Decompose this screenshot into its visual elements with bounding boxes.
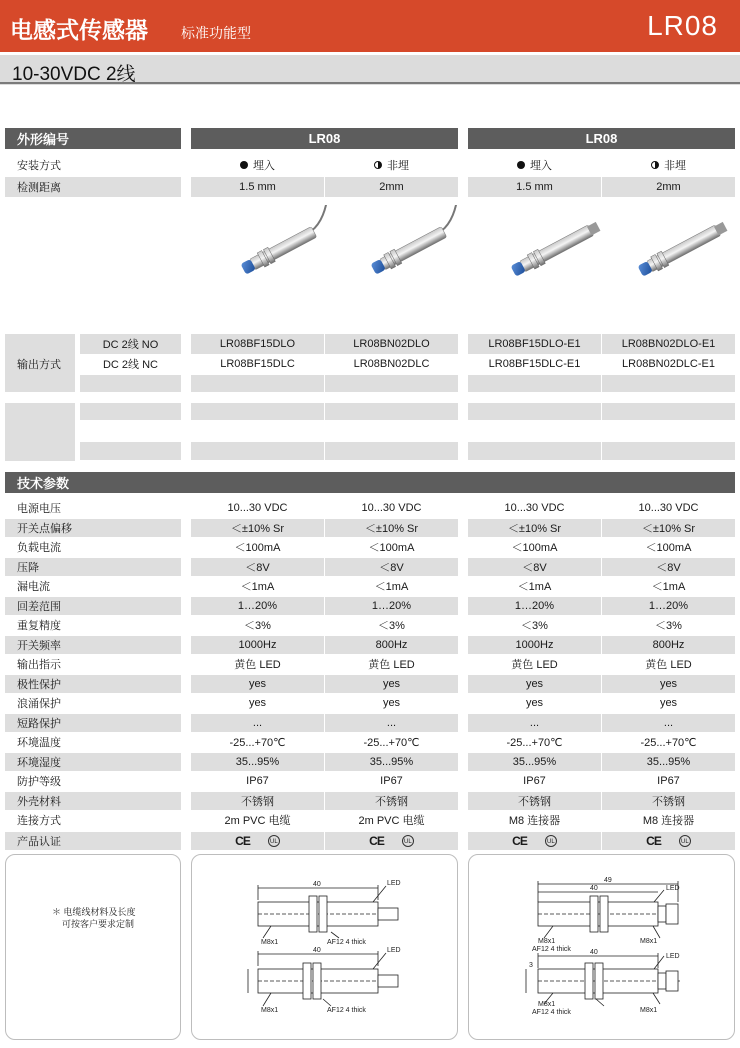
tech-row-value: ＜±10% Sr — [325, 519, 458, 537]
tech-row-value: ＜8V — [191, 558, 324, 576]
install-cell-4: 非埋 — [602, 155, 735, 175]
cert-cell-1 — [191, 832, 324, 850]
tech-row-value: ＜1mA — [517, 581, 552, 593]
tech-row-value: yes — [659, 697, 678, 709]
tech-row-value: ... — [602, 714, 735, 732]
conn-af-top: AF12 4 thick — [532, 946, 571, 953]
install-cell-3: 埋入 — [468, 155, 601, 175]
conn-af-bottom: AF12 4 thick — [532, 1009, 571, 1016]
model-nc-1: LR08BF15DLC — [220, 358, 295, 370]
output-empty-1 — [191, 375, 324, 392]
flush-icon — [240, 161, 248, 169]
tech-row-value: 黄色 LED — [234, 659, 281, 671]
ul-mark-icon: UL — [402, 835, 414, 847]
tech-row-value: 1…20% — [602, 597, 735, 615]
tech-row-value: 不锈钢 — [468, 792, 601, 810]
tech-row-value: IP67 — [380, 775, 403, 787]
tech-row-value: IP67 — [523, 775, 546, 787]
page-subtitle: 标准功能型 — [181, 25, 251, 41]
cable-thread-bottom: M8x1 — [261, 1007, 279, 1014]
cable-dimension-drawing — [191, 854, 458, 1040]
distance-label: 检测距离 — [5, 177, 181, 197]
cable-af-bottom: AF12 4 thick — [327, 1007, 366, 1014]
ul-mark-icon: UL — [545, 835, 557, 847]
cable-thread-top: M8x1 — [261, 939, 279, 946]
conn-dim-len-top: 40 — [590, 885, 598, 892]
tech-row-value: 不锈钢 — [191, 792, 324, 810]
empty-row-b-1 — [191, 442, 324, 460]
cable-led-top: LED — [387, 880, 401, 887]
tech-row-value: -25...+70℃ — [229, 736, 286, 749]
tech-row-value: ＜±10% Sr — [191, 519, 324, 537]
ce-mark-icon: CE — [369, 834, 384, 848]
tech-row-label: 输出指示 — [17, 659, 61, 671]
tech-row-value: ＜1mA — [651, 581, 686, 593]
tech-row-label: 外壳材料 — [5, 792, 181, 810]
tech-row-value: -25...+70℃ — [640, 736, 697, 749]
tech-row-value: ... — [191, 714, 324, 732]
empty-row-a-2 — [325, 403, 458, 420]
tech-row-value: 2m PVC 电缆 — [358, 815, 425, 827]
note-line-1: ＊ 电缆线材料及长度 — [52, 907, 136, 917]
tech-row-value: ＜1mA — [374, 581, 409, 593]
tech-row-value: 黄色 LED — [511, 659, 558, 671]
tech-row-value: 35...95% — [325, 753, 458, 771]
nonflush-icon — [651, 161, 659, 169]
cert-cell-4 — [602, 832, 735, 850]
tech-row-value: 800Hz — [602, 636, 735, 654]
tech-row-label: 压降 — [5, 558, 181, 576]
output-empty-2 — [325, 375, 458, 392]
tech-row-value: yes — [602, 675, 735, 693]
tech-row-label: 开关频率 — [5, 636, 181, 654]
ce-mark-icon: CE — [235, 834, 250, 848]
tech-row-value: ... — [325, 714, 458, 732]
tech-row-value: ＜100mA — [368, 542, 415, 554]
nonflush-icon — [374, 161, 382, 169]
tech-row-value: ＜8V — [602, 558, 735, 576]
tech-row-label: 浪涌保护 — [17, 698, 61, 710]
cable-led-bottom: LED — [387, 947, 401, 954]
install-label: 安装方式 — [17, 160, 61, 172]
output-empty — [80, 375, 181, 392]
tech-row-value: ＜±10% Sr — [602, 519, 735, 537]
tech-row-value: ＜100mA — [234, 542, 281, 554]
tech-row-label: 回差范围 — [5, 597, 181, 615]
tech-row-value: ＜3% — [655, 620, 682, 632]
sensor-image-4 — [637, 219, 729, 278]
cable-af-top: AF12 4 thick — [327, 939, 366, 946]
tech-row-value: 1…20% — [325, 597, 458, 615]
tech-row-value: 10...30 VDC — [504, 502, 565, 514]
model-no-4: LR08BN02DLO-E1 — [602, 334, 735, 354]
ce-mark-icon: CE — [646, 834, 661, 848]
model-nc-3: LR08BF15DLC-E1 — [488, 358, 581, 370]
model-nc-2: LR08BN02DLC — [353, 358, 430, 370]
connector-dimension-drawing — [468, 854, 735, 1040]
tech-row-value: IP67 — [657, 775, 680, 787]
tech-row-value: ＜±10% Sr — [468, 519, 601, 537]
cert-cell-2 — [325, 832, 458, 850]
flush-icon — [517, 161, 525, 169]
tech-row-value: 1000Hz — [191, 636, 324, 654]
install-cell-2: 非埋 — [325, 155, 458, 175]
tech-row-label: 重复精度 — [17, 620, 61, 632]
cert-label: 产品认证 — [5, 832, 181, 850]
empty-row-a-3 — [468, 403, 601, 420]
tech-row-value: 1…20% — [468, 597, 601, 615]
ul-mark-icon: UL — [679, 835, 691, 847]
tech-row-label: 连接方式 — [17, 815, 61, 827]
tech-row-value: yes — [525, 697, 544, 709]
tech-row-label: 漏电流 — [17, 581, 50, 593]
tech-row-value: ... — [468, 714, 601, 732]
tech-row-value: 10...30 VDC — [227, 502, 288, 514]
tech-row-value: 35...95% — [602, 753, 735, 771]
conn-thread-bottom-right: M8x1 — [640, 1007, 658, 1014]
tech-row-value: 35...95% — [191, 753, 324, 771]
group-header-1: LR08 — [191, 128, 458, 149]
tech-row-label: 负载电流 — [17, 542, 61, 554]
tech-row-value: -25...+70℃ — [506, 736, 563, 749]
conn-dim-total-top: 49 — [604, 877, 612, 884]
empty-row-b-4 — [602, 442, 735, 460]
conn-thread-top-right: M8x1 — [640, 938, 658, 945]
empty-row-b-3 — [468, 442, 601, 460]
model-no-2: LR08BN02DLO — [325, 334, 458, 354]
voltage-label: 10-30VDC 2线 — [12, 64, 136, 85]
tech-row-value: ＜3% — [244, 620, 271, 632]
model-no-1: LR08BF15DLO — [191, 334, 324, 354]
tech-row-label: 极性保护 — [5, 675, 181, 693]
tech-section-header: 技术参数 — [5, 472, 735, 493]
empty-row-b-2 — [325, 442, 458, 460]
tech-row-value: 不锈钢 — [325, 792, 458, 810]
model-title: LR08 — [647, 10, 718, 41]
conn-dim-len-bottom: 40 — [590, 949, 598, 956]
tech-row-value: ＜3% — [521, 620, 548, 632]
section-shape-header: 外形编号 — [5, 128, 181, 149]
conn-thread-top-left: M8x1 — [538, 938, 556, 945]
tech-row-value: ＜100mA — [511, 542, 558, 554]
tech-row-value: ＜3% — [378, 620, 405, 632]
empty-row-a-4 — [602, 403, 735, 420]
output-type-nc: DC 2线 NC — [102, 359, 158, 371]
note-box — [5, 854, 181, 1040]
sensor-image-2 — [359, 205, 476, 276]
install-cell-1: 埋入 — [191, 155, 324, 175]
model-no-3: LR08BF15DLO-E1 — [468, 334, 601, 354]
tech-row-value: yes — [325, 675, 458, 693]
tech-row-label: 环境湿度 — [5, 753, 181, 771]
sensor-images — [191, 205, 735, 325]
cable-dim-len-bottom: 40 — [313, 947, 321, 954]
distance-cell-4: 2mm — [602, 177, 735, 197]
tech-row-value: yes — [382, 697, 401, 709]
tech-row-value: 1000Hz — [468, 636, 601, 654]
conn-thread-bottom-left: M8x1 — [538, 1001, 556, 1008]
tech-row-label: 防护等级 — [17, 776, 61, 788]
tech-row-label: 环境温度 — [17, 737, 61, 749]
sensor-image-1 — [229, 205, 346, 276]
tech-row-value: ＜100mA — [645, 542, 692, 554]
tech-row-value: 1…20% — [191, 597, 324, 615]
output-type-no: DC 2线 NO — [80, 334, 181, 354]
tech-row-label: 短路保护 — [5, 714, 181, 732]
tech-row-label: 开关点偏移 — [5, 519, 181, 537]
tech-row-value: yes — [191, 675, 324, 693]
tech-row-label: 电源电压 — [17, 503, 61, 515]
output-empty-3 — [468, 375, 601, 392]
model-nc-4: LR08BN02DLC-E1 — [622, 358, 715, 370]
tech-row-value: ＜1mA — [240, 581, 275, 593]
note-line-2: 可按客户要求定制 — [62, 919, 135, 929]
cert-cell-3 — [468, 832, 601, 850]
tech-row-value: yes — [468, 675, 601, 693]
tech-row-value: M8 连接器 — [508, 815, 561, 827]
distance-cell-1: 1.5 mm — [191, 177, 324, 197]
tech-row-value: 2m PVC 电缆 — [224, 815, 291, 827]
empty-row-b — [80, 442, 181, 460]
empty-row-a-1 — [191, 403, 324, 420]
ul-mark-icon: UL — [268, 835, 280, 847]
conn-dim3: 3 — [529, 962, 533, 969]
tech-row-value: 10...30 VDC — [638, 502, 699, 514]
tech-row-value: 800Hz — [325, 636, 458, 654]
distance-cell-3: 1.5 mm — [468, 177, 601, 197]
tech-row-value: 35...95% — [468, 753, 601, 771]
tech-row-value: 10...30 VDC — [361, 502, 422, 514]
tech-row-value: yes — [248, 697, 267, 709]
ce-mark-icon: CE — [512, 834, 527, 848]
output-label: 输出方式 — [17, 359, 61, 371]
tech-row-value: 不锈钢 — [602, 792, 735, 810]
sensor-image-3 — [510, 219, 602, 278]
tech-row-value: ＜8V — [325, 558, 458, 576]
conn-led-bottom: LED — [666, 953, 680, 960]
group-header-2: LR08 — [468, 128, 735, 149]
cable-dim-len-top: 40 — [313, 881, 321, 888]
empty-row-a — [80, 403, 181, 420]
output-empty-4 — [602, 375, 735, 392]
tech-row-value: ＜8V — [468, 558, 601, 576]
page-title: 电感式传感器 — [10, 17, 148, 43]
empty-label-block — [5, 403, 75, 461]
tech-row-value: 黄色 LED — [645, 659, 692, 671]
tech-row-value: -25...+70℃ — [363, 736, 420, 749]
tech-row-value: 黄色 LED — [368, 659, 415, 671]
tech-row-value: IP67 — [246, 775, 269, 787]
conn-led-top: LED — [666, 885, 680, 892]
distance-cell-2: 2mm — [325, 177, 458, 197]
tech-row-value: M8 连接器 — [642, 815, 695, 827]
